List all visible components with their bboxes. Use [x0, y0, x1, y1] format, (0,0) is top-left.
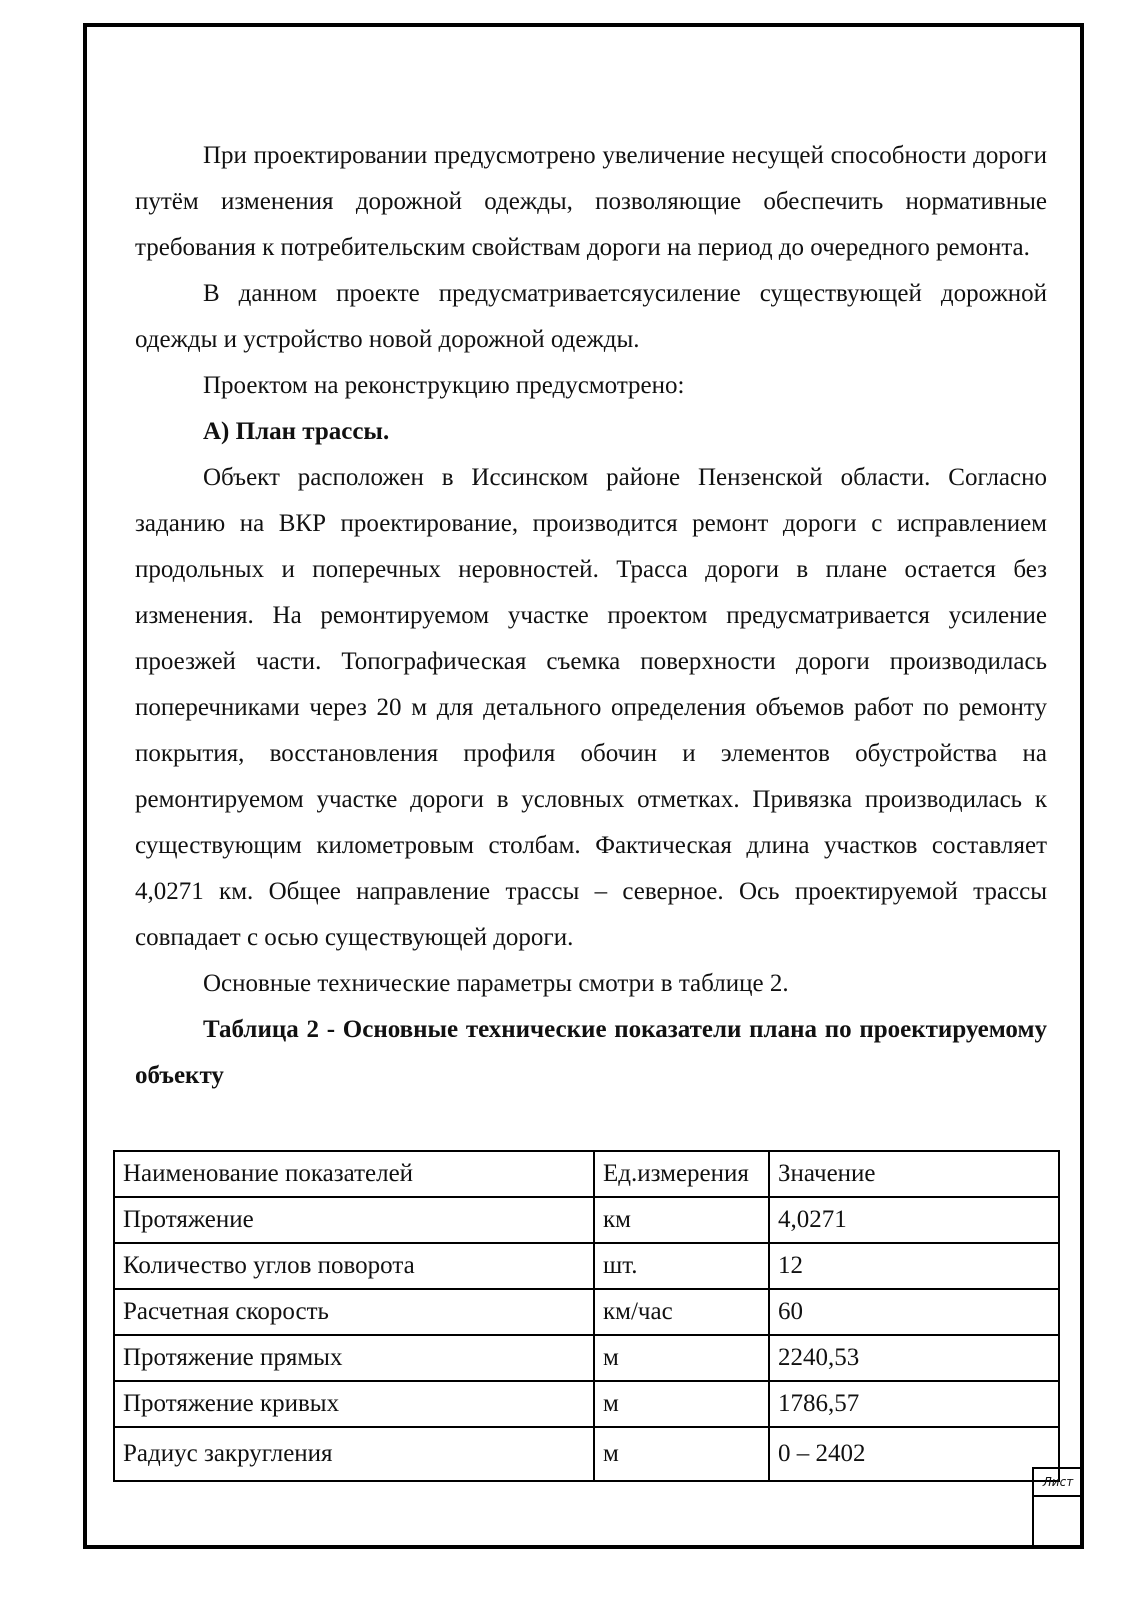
table-cell: м	[594, 1427, 769, 1481]
table-cell: Количество углов поворота	[114, 1243, 594, 1289]
paragraph: Объект расположен в Иссинском районе Пензенской области. Согласно заданию на ВКР проектирование, производится ремонт дороги с исправлением продольных и поперечных неровностей. Трасса дороги в плане остается без изменения. На ремонтируемом участке проектом предусматривается усиление проезжей части. Топографическая съемка поверхности дороги производилась поперечниками через 20 м для детального определения объемов работ по ремонту покрытия, восстановления профиля обочин и элементов обустройства на ремонтируемом участке дороги в условных отметках. Привязка производилась к существующим километровым столбам. Фактическая длина участков составляет 4,0271 км. Общее направление трассы – северное. Ось проектируемой трассы совпадает с осью существующей дороги.	[135, 464, 1047, 951]
table-cell: 4,0271	[769, 1197, 1059, 1243]
table-cell: Расчетная скорость	[114, 1289, 594, 1335]
table-row	[114, 1197, 1059, 1243]
table-row	[114, 1289, 1059, 1335]
table-cell: км	[594, 1197, 769, 1243]
section-heading: А) План трассы.	[203, 418, 390, 445]
table-cell: м	[594, 1381, 769, 1427]
header-cell: Наименование показателей	[114, 1151, 594, 1197]
table-cell: 1786,57	[769, 1381, 1059, 1427]
table-header-row	[114, 1151, 1059, 1197]
header-cell: Ед.измерения	[594, 1151, 769, 1197]
table-cell: 12	[769, 1243, 1059, 1289]
table-caption: Таблица 2 - Основные технические показатели плана по проектируемому объекту	[135, 1016, 1047, 1089]
sheet-label: Лист	[1034, 1469, 1082, 1497]
table-row	[114, 1381, 1059, 1427]
table-cell: Протяжение кривых	[114, 1381, 594, 1427]
table-row	[114, 1427, 1059, 1481]
parameters-table	[113, 1150, 1060, 1482]
table-cell: Радиус закругления	[114, 1427, 594, 1481]
table-row	[114, 1335, 1059, 1381]
paragraph: В данном проекте предусматриваетсяусиление существующей дорожной одежды и устройство новой дорожной одежды.	[135, 280, 1047, 353]
header-cell: Значение	[769, 1151, 1059, 1197]
paragraph: Основные технические параметры смотри в таблице 2.	[203, 970, 789, 997]
table-cell: Протяжение прямых	[114, 1335, 594, 1381]
table-cell: 2240,53	[769, 1335, 1059, 1381]
paragraph: При проектировании предусмотрено увеличение несущей способности дороги путём изменения дорожной одежды, позволяющие обеспечить нормативные требования к потребительским свойствам дороги на период до очередного ремонта.	[135, 142, 1047, 261]
table-cell: 0 – 2402	[769, 1427, 1059, 1481]
table-cell: Протяжение	[114, 1197, 594, 1243]
table-cell: шт.	[594, 1243, 769, 1289]
table-cell: 60	[769, 1289, 1059, 1335]
table-row	[114, 1243, 1059, 1289]
sheet-stamp	[1032, 1467, 1084, 1549]
table-cell: м	[594, 1335, 769, 1381]
table-cell: км/час	[594, 1289, 769, 1335]
document-body	[135, 133, 1047, 1099]
paragraph: Проектом на реконструкцию предусмотрено:	[203, 372, 685, 399]
